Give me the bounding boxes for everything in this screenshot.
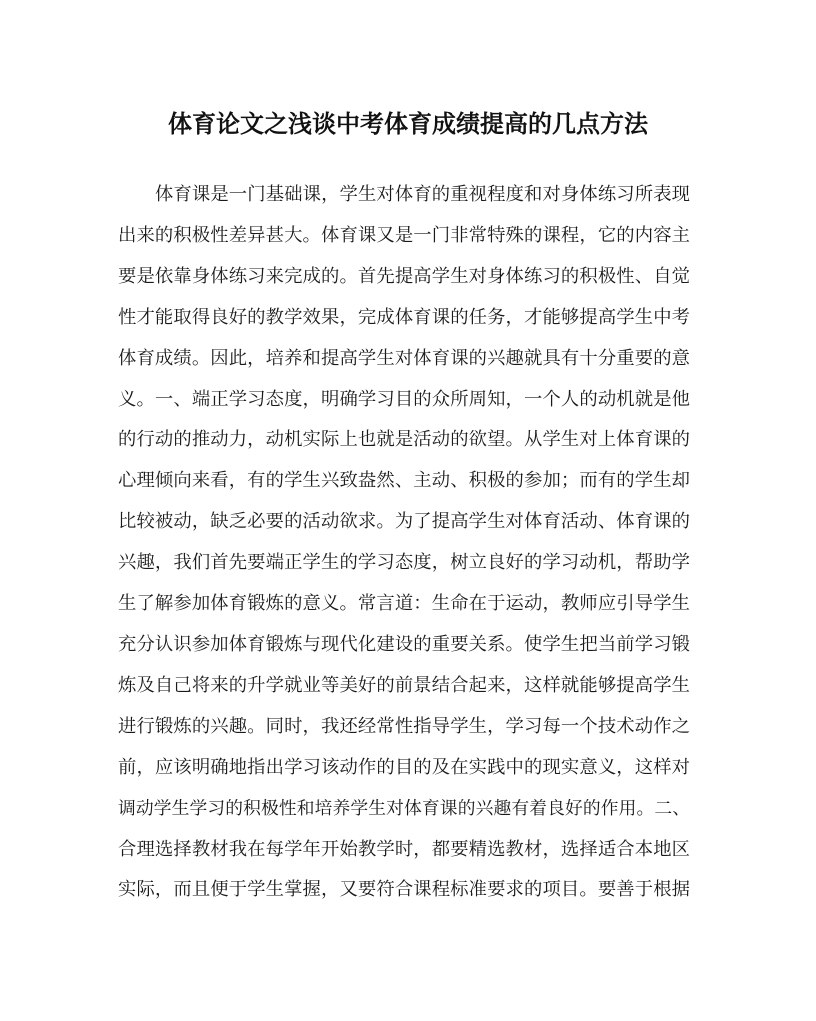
body-line: 比较被动，缺乏必要的活动欲求。为了提高学生对体育活动、体育课的: [118, 511, 690, 533]
body-line: 进行锻炼的兴趣。同时，我还经常性指导学生，学习每一个技术动作之: [118, 715, 690, 737]
body-line: 合理选择教材我在每学年开始教学时，都要精选教材，选择适合本地区: [118, 838, 690, 860]
body-line: 炼及自己将来的升学就业等美好的前景结合起来，这样就能够提高学生: [118, 674, 690, 696]
body-line: 性才能取得良好的教学效果，完成体育课的任务，才能够提高学生中考: [118, 306, 690, 328]
body-line: 充分认识参加体育锻炼与现代化建设的重要关系。使学生把当前学习锻: [118, 633, 690, 655]
document-title: 体育论文之浅谈中考体育成绩提高的几点方法: [168, 109, 648, 138]
body-line: 体育课是一门基础课，学生对体育的重视程度和对身体练习所表现: [155, 184, 690, 205]
body-line: 的行动的推动力，动机实际上也就是活动的欲望。从学生对上体育课的: [118, 429, 690, 451]
body-line: 心理倾向来看，有的学生兴致盎然、主动、积极的参加；而有的学生却: [118, 470, 690, 492]
body-line: 兴趣，我们首先要端正学生的学习态度，树立良好的学习动机，帮助学: [118, 552, 690, 574]
body-line: 体育成绩。因此，培养和提高学生对体育课的兴趣就具有十分重要的意: [118, 347, 690, 369]
body-line: 要是依靠身体练习来完成的。首先提高学生对身体练习的积极性、自觉: [118, 265, 690, 287]
body-line: 出来的积极性差异甚大。体育课又是一门非常特殊的课程，它的内容主: [118, 224, 690, 246]
body-line: 前，应该明确地指出学习该动作的目的及在实践中的现实意义，这样对: [118, 756, 690, 778]
body-line: 生了解参加体育锻炼的意义。常言道：生命在于运动，教师应引导学生: [118, 593, 690, 615]
document-body: [118, 175, 690, 911]
body-line: 实际，而且便于学生掌握，又要符合课程标准要求的项目。要善于根据: [118, 879, 690, 901]
body-line: 调动学生学习的积极性和培养学生对体育课的兴趣有着良好的作用。二、: [118, 797, 690, 819]
body-line: 义。一、端正学习态度，明确学习目的众所周知，一个人的动机就是他: [118, 388, 690, 410]
